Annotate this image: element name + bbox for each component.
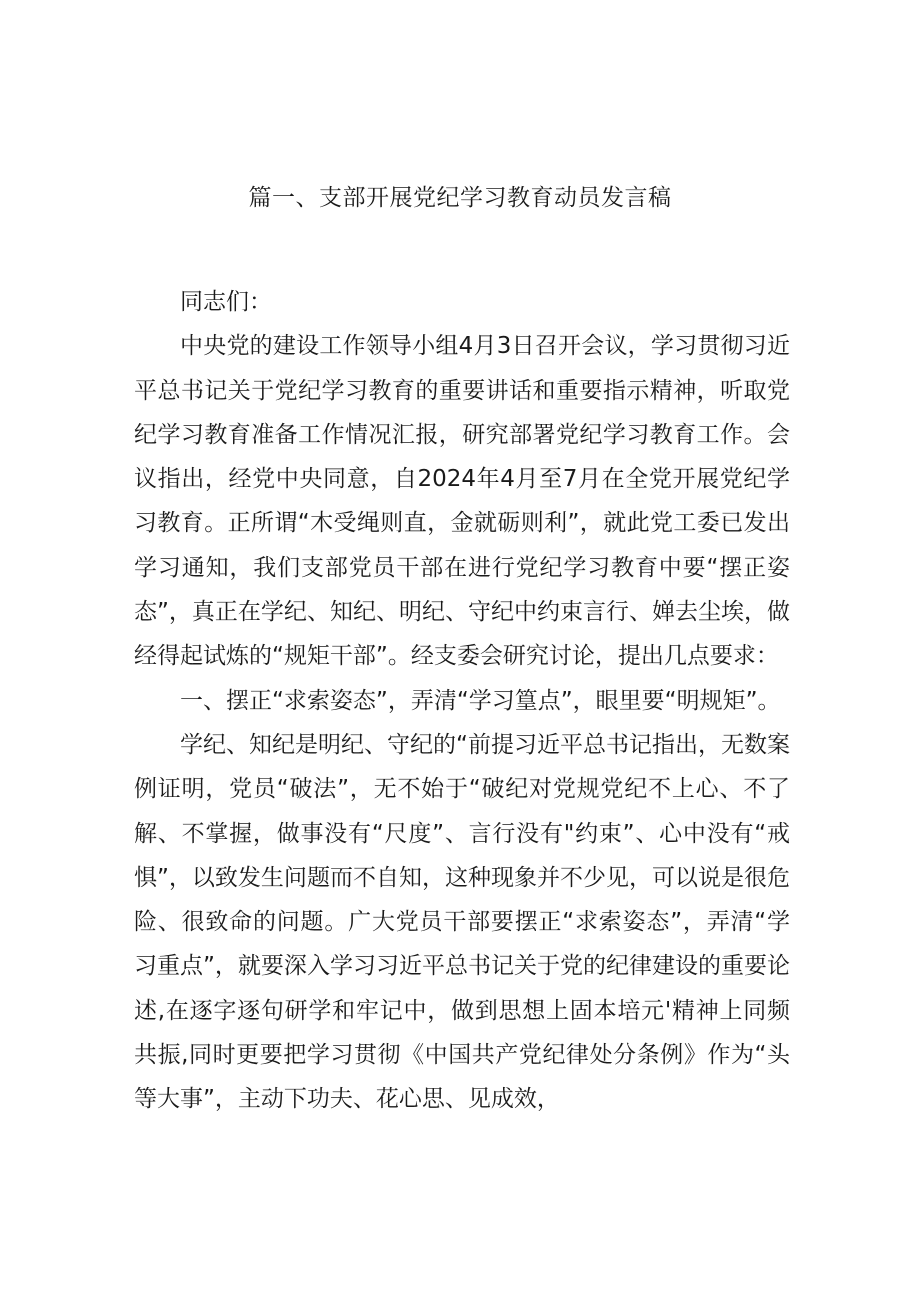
document-body — [134, 280, 790, 1122]
body-paragraph: 学纪、知纪是明纪、守纪的“前提习近平总书记指出，无数案例证明，党员“破法”，无不始于“破纪对党规党纪不上心、不了解、不掌握，做事没有“尺度”、言行没有"约束”、心中没有“戒惧”，以致发生问题而不自知，这种现象并不少见，可以说是很危险、很致命的问题。广大党员干部要摆正“求索姿态”，弄清“学习重点”，就要深入学习习近平总书记关于党的纪律建设的重要论述,在逐字逐句研学和牢记中，做到思想上固本培元'精神上同频共振,同时更要把学习贯彻《中国共产党纪律处分条例》作为“头等大事”，主动下功夫、花心思、见成效， — [134, 731, 790, 1113]
body-paragraph: 中央党的建设工作领导小组4月3日召开会议，学习贯彻习近平总书记关于党纪学习教育的重要讲话和重要指示精神，听取党纪学习教育准备工作情况汇报，研究部署党纪学习教育工作。会议指出，经党中央同意，自2024年4月至7月在全党开展党纪学习教育。正所谓“木受绳则直，金就砺则利”，就此党工委已发出学习通知，我们支部党员干部在进行党纪学习教育中要“摆正姿态”，真正在学纪、知纪、明纪、守纪中约束言行、婵去尘埃，做经得起试炼的“规矩干部”。经支委会研究讨论，提出几点要求： — [134, 333, 790, 670]
document-title: 篇一、支部开展党纪学习教育动员发言稿 — [248, 185, 672, 211]
section-heading-paragraph: 一、摆正“求索姿态”，弄清“学习篁点”，眼里要“明规矩”。 — [180, 687, 781, 714]
salutation-paragraph: 同志们： — [180, 289, 272, 315]
